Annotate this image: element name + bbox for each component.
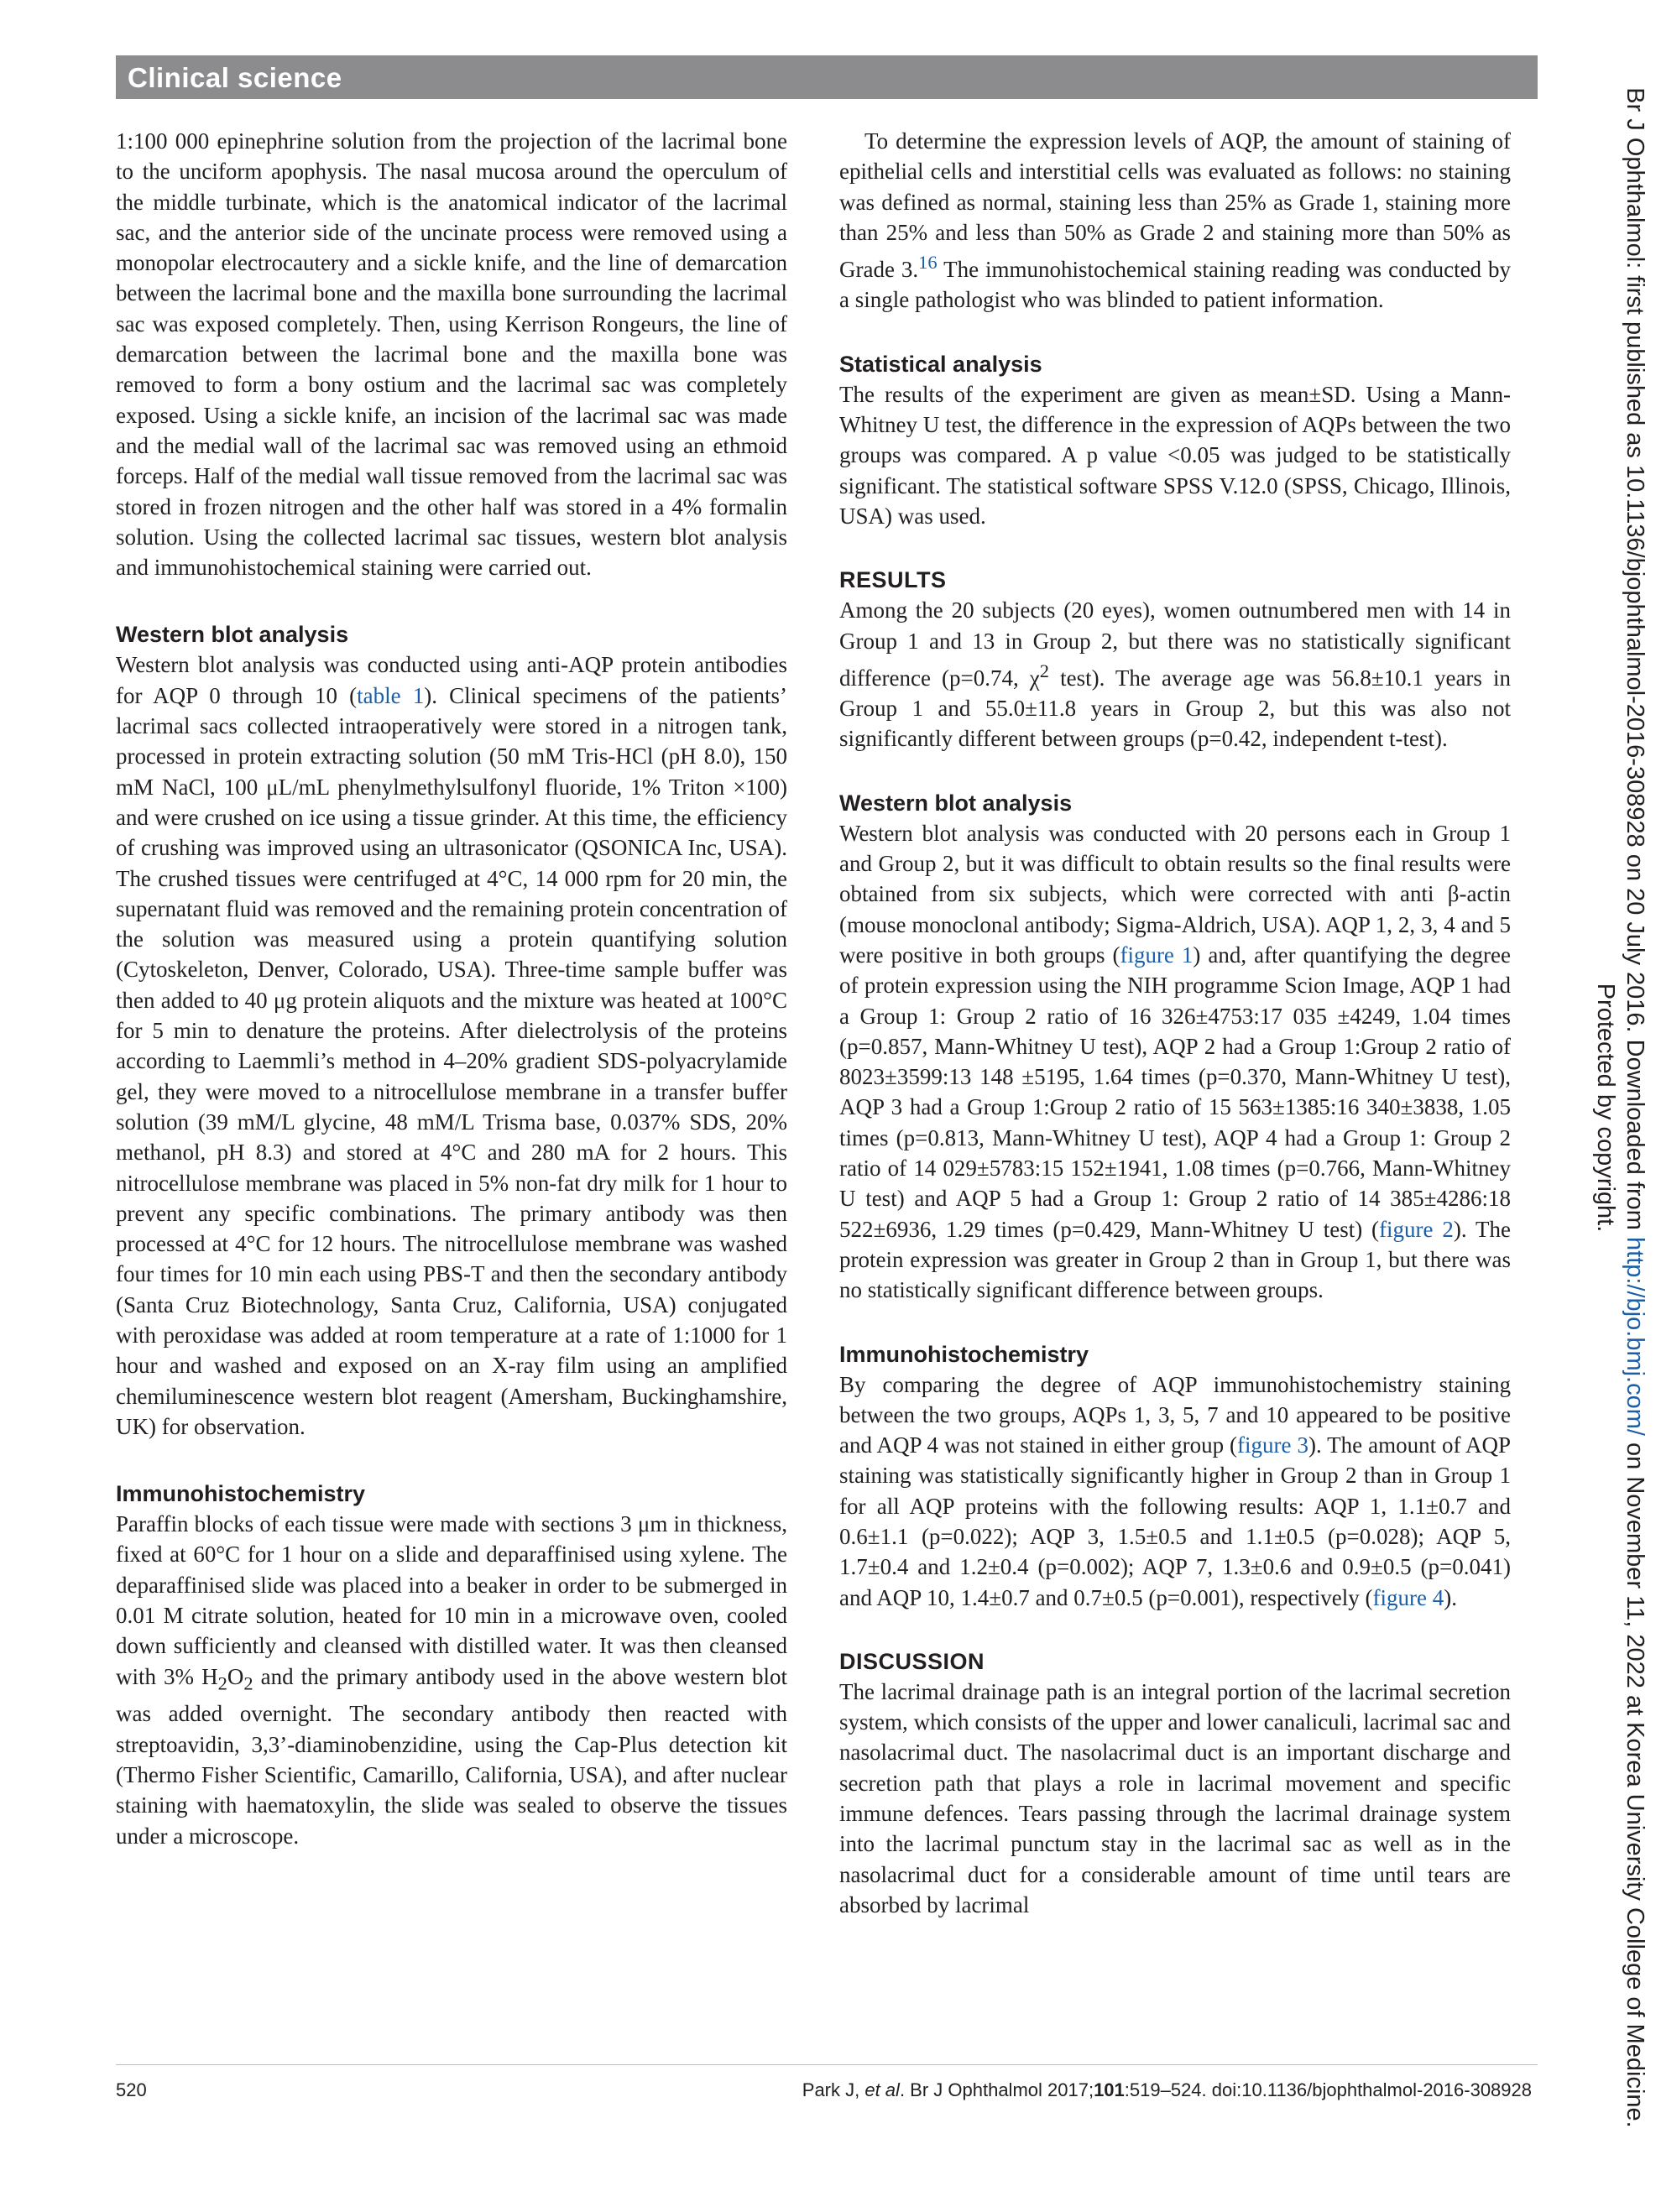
- footer-divider: [116, 2064, 1538, 2065]
- heading-western-blot-methods: Western blot analysis: [116, 622, 349, 648]
- text-span: Among the 20 subjects (20 eyes), women outnumbered men with 14 in Group 1 and 13 in Group 2, but there was no statistically significant difference (p=0.74, χ: [839, 597, 1511, 691]
- paragraph-discussion: The lacrimal drainage path is an integral portion of the lacrimal secretion system, which consists of the upper and lower canaliculi, lacrimal sac and nasolacrimal duct. The nasolacrimal duct is an important discharge and secretion path that plays a role in lacrimal movement and specific immune defences. Tears passing through the lacrimal drainage system into the lacrimal punctum stay in the lacrimal sac as well as in the nasolacrimal duct for a considerable amount of time until tears are absorbed by lacrimal: [839, 1678, 1511, 1917]
- link-figure-3[interactable]: figure 3: [1237, 1432, 1308, 1458]
- text-span: Western blot analysis was conducted with 20 persons each in Group 1 and Group 2, but it was difficult to obtain results so the final results were obtained from six subjects, which were corrected with anti β-actin (mouse monoclonal antibody; Sigma-Aldrich, USA). AQP 1, 2, 3, 4 and 5 were positive in both groups (: [839, 820, 1511, 968]
- text-span: et al: [864, 2079, 900, 2100]
- text-span: Western blot analysis was conducted using anti-AQP protein antibodies for AQP 0 through 10 (: [116, 652, 787, 708]
- paragraph-surgery: 1:100 000 epinephrine solution from the projection of the lacrimal bone to the unciform apophysis. The nasal mucosa around the operculum of the middle turbinate, which is the anatomical indicator of the lacrimal sac, and the anterior side of the uncinate process were removed using a monopolar electrocautery and a sickle knife, and the line of demarcation between the lacrimal bone and the maxilla bone surrounding the lacrimal sac was exposed completely. Then, using Kerrison Rongeurs, the line of demarcation between the lacrimal bone and the maxilla bone was removed to form a bony ostium and the lacrimal sac was completely exposed. Using a sickle knife, an incision of the lacrimal sac was made and the medial wall of the lacrimal sac was removed using an ethmoid forceps. Half of the medial wall tissue removed from the lacrimal sac was stored in frozen nitrogen and the other half was stored in a 4% formalin solution. Using the collected lacrimal sac tissues, western blot analysis and immunohistochemical staining were carried out.: [116, 128, 787, 581]
- page-number: 520: [116, 2079, 147, 2100]
- paragraph-western-blot-results: [839, 818, 1511, 1306]
- text-span: Br J Ophthalmol: first published as 10.1136/bjophthalmol-2016-308928 on 20 July 2016. Downloaded from: [1622, 87, 1648, 1238]
- paragraph-immunohistochemistry-methods: [116, 1509, 787, 1851]
- text-span: . Br J Ophthalmol 2017;: [899, 2079, 1094, 2100]
- heading-immunohistochemistry-results: Immunohistochemistry: [839, 1341, 1089, 1367]
- text-span: O: [227, 1663, 244, 1689]
- link-figure-1[interactable]: figure 1: [1120, 942, 1194, 968]
- text-span: ). Clinical specimens of the patients’ lacrimal sacs collected intraoperatively were stored in a nitrogen tank, processed in protein extracting solution (50 mM Tris-HCl (pH 8.0), 150 mM NaCl, 100 μL/mL phenylmethylsulfonyl fluoride, 1% Triton ×100) and were crushed on ice using a tissue grinder. At this time, the efficiency of crushing was improved using an ultrasonicator (QSONICA Inc, USA). The crushed tissues were centrifuged at 4°C, 14 000 rpm for 20 min, the supernatant fluid was removed and the remaining protein concentration of the solution was measured using a protein quantifying solution (Cytoskeleton, Denver, Colorado, USA). Three-time sample buffer was then added to 40 μg protein aliquots and the mixture was heated at 100°C for 5 min to denature the proteins. After dielectrolysis of the proteins according to Laemmli’s method in 4–20% gradient SDS-polyacrylamide gel, they were moved to a nitrocellulose membrane in a transfer buffer solution (39 mM/L glycine, 48 mM/L Trisma base, 0.037% SDS, 20% methanol, pH 8.3) and stored at 4°C and 280 mA for 2 hours. This nitrocellulose membrane was placed in 5% non-fat dry milk for 1 hour to prevent any specific combinations. The primary antibody was then processed at 4°C for 12 hours. The nitrocellulose membrane was washed four times for 10 min each using PBS-T and then the secondary antibody (Santa Cruz Biotechnology, Santa Cruz, California, USA) conjugated with peroxidase was added at room temperature at a rate of 1:1000 for 1 hour and washed and exposed on an X-ray film using an amplified chemiluminescence western blot reagent (Amersham, Buckinghamshire, UK) for observation.: [116, 682, 787, 1439]
- link-figure-4[interactable]: figure 4: [1372, 1584, 1444, 1610]
- download-notice-line-1: [1620, 50, 1649, 2165]
- heading-results: RESULTS: [839, 567, 947, 593]
- text-span: ). The amount of AQP staining was statistically significantly higher in Group 2 than in Group 1 for all AQP proteins with the following results: AQP 1, 1.1±0.7 and 0.6±1.1 (p=0.022); AQP 3, 1.5±0.5 and 1.1±0.5 (p=0.028); AQP 5, 1.7±0.4 and 1.2±0.4 (p=0.002); AQP 7, 1.3±0.6 and 0.9±0.5 (p=0.041) and AQP 10, 1.4±0.7 and 0.7±0.5 (p=0.001), respectively (: [839, 1432, 1512, 1610]
- citation-line: [802, 2079, 1532, 2101]
- superscript: 2: [1039, 660, 1050, 681]
- heading-statistical-analysis: Statistical analysis: [839, 351, 1042, 377]
- text-span: 101: [1094, 2079, 1125, 2100]
- text-span: Paraffin blocks of each tissue were made with sections 3 μm in thickness, fixed at 60°C for 1 hour on a slide and deparaffinised using xylene. The deparaffinised slide was placed into a beaker in order to be submerged in 0.01 M citrate solution, heated for 10 min in a microwave oven, cooled down sufficiently and cleansed with distilled water. It was then cleansed with 3% H: [116, 1511, 787, 1689]
- text-span: and the primary antibody used in the above western blot was added overnight. The secondary antibody then reacted with streptoavidin, 3,3’-diaminobenzidine, using the Cap-Plus detection kit (Thermo Fisher Scientific, Camarillo, California, USA), and after nuclear staining with haematoxylin, the slide was sealed to observe the tissues under a microscope.: [116, 1663, 787, 1849]
- heading-immunohistochemistry-methods: Immunohistochemistry: [116, 1481, 366, 1507]
- download-notice-line-2: Protected by copyright.: [1592, 983, 1619, 1233]
- text-span: :519–524. doi:10.1136/bjophthalmol-2016-308928: [1124, 2079, 1532, 2100]
- text-span: The immunohistochemical staining reading was conducted by a single pathologist who was blinded to patient information.: [839, 257, 1511, 313]
- download-notice-sidebar: [1574, 50, 1649, 2165]
- text-span: By comparing the degree of AQP immunohistochemistry staining between the two groups, AQPs 1, 3, 5, 7 and 10 appeared to be positive and AQP 4 was not stained in either group (: [839, 1371, 1511, 1458]
- text-span: ). The protein expression was greater in Group 2 than in Group 1, but there was no statistically significant difference between groups.: [839, 1216, 1512, 1303]
- section-header-bar: [116, 55, 1538, 99]
- link-table-1[interactable]: table 1: [357, 682, 425, 708]
- text-span: ) and, after quantifying the degree of protein expression using the NIH programme Scion Image, AQP 1 had a Group 1: Group 2 ratio of 16 326±4753:17 035 ±4249, 1.04 times (p=0.857, Mann-Whitney U test), AQP 2 had a Group 1:Group 2 ratio of 8023±3599:13 148 ±5195, 1.64 times (p=0.370, Mann-Whitney U test), AQP 3 had a Group 1:Group 2 ratio of 15 563±1385:16 340±3838, 1.05 times (p=0.813, Mann-Whitney U test), AQP 4 had a Group 1: Group 2 ratio of 14 029±5783:15 152±1941, 1.08 times (p=0.766, Mann-Whitney U test) and AQP 5 had a Group 1: Group 2 ratio of 14 385±4286:18 522±6936, 1.29 times (p=0.429, Mann-Whitney U test) (: [839, 942, 1511, 1242]
- text-span: Park J,: [802, 2079, 865, 2100]
- paragraph-statistical-analysis: The results of the experiment are given as mean±SD. Using a Mann-Whitney U test, the difference in the expression of AQPs between the two groups was compared. A p value <0.05 was judged to be statistically significant. The statistical software SPSS V.12.0 (SPSS, Chicago, Illinois, USA) was used.: [839, 381, 1511, 529]
- subscript: 2: [217, 1672, 227, 1694]
- text-span: ).: [1444, 1584, 1457, 1610]
- paragraph-expression-grading: [839, 126, 1511, 316]
- heading-western-blot-results: Western blot analysis: [839, 790, 1073, 816]
- paragraph-western-blot-methods: [116, 650, 787, 1442]
- text-span: on November 11, 2022 at Korea University College of Medicine.: [1622, 1435, 1648, 2128]
- left-column: [116, 126, 787, 1851]
- section-title: Clinical science: [128, 62, 342, 93]
- link-bjo-bmj[interactable]: http://bjo.bmj.com/: [1622, 1237, 1648, 1436]
- text-span: test). The average age was 56.8±10.1 years in Group 1 and 55.0±11.8 years in Group 2, but this was also not significantly different between groups (p=0.42, independent t-test).: [839, 665, 1512, 752]
- link-figure-2[interactable]: figure 2: [1379, 1216, 1454, 1242]
- subscript: 2: [243, 1672, 253, 1694]
- text-span: To determine the expression levels of AQP, the amount of staining of epithelial cells and interstitial cells was evaluated as follows: no staining was defined as normal, staining less than 25% as Grade 1, staining more than 25% and less than 50% as Grade 2 and staining more than 50% as Grade 3.: [839, 128, 1511, 283]
- reference-16[interactable]: 16: [918, 252, 938, 274]
- download-notice-text: [1590, 50, 1649, 2165]
- paragraph-immunohistochemistry-results: [839, 1369, 1511, 1613]
- right-column: [839, 126, 1511, 1920]
- paragraph-results: [839, 595, 1511, 754]
- heading-discussion: DISCUSSION: [839, 1648, 985, 1674]
